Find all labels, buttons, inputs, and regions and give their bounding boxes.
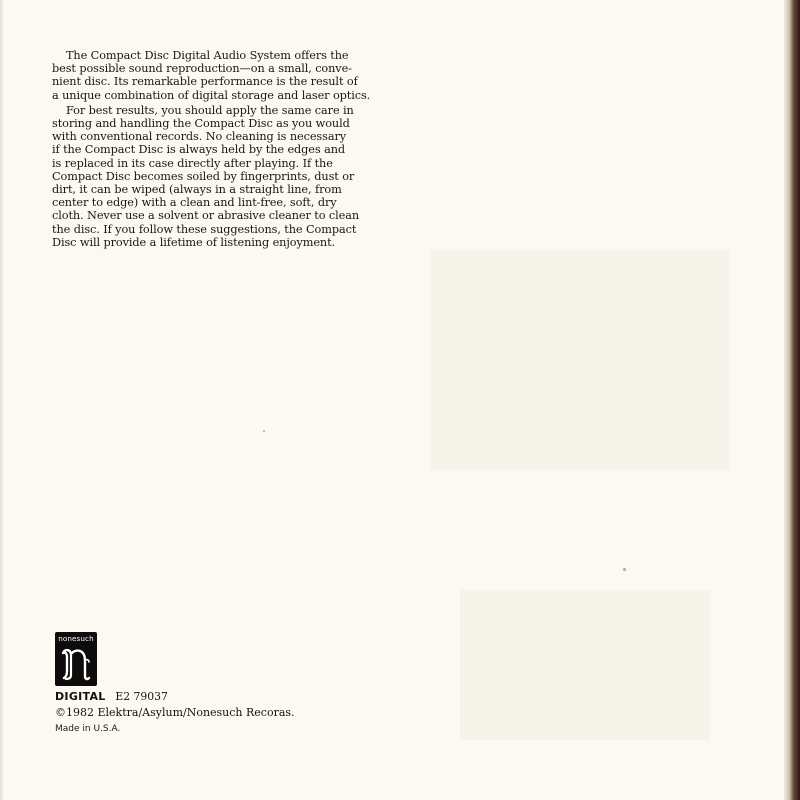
nonesuch-logo [55,632,97,686]
nonesuch-n-logo-icon [60,646,92,682]
catalog-line [55,690,168,703]
page-left-edge [0,0,4,800]
cd-care-instructions [52,49,374,249]
copyright-notice: ©1982 Elektra/Asylum/Nonesuch Recoras. [55,706,295,719]
paper-speck [623,568,626,571]
care-paragraph: For best results, you should apply the same care in storing and handling the Compact Disc as you would with conventional records. No cleaning is necessary if the Compact Disc is always held by the edges and is replaced in its case directly after playing. If the Compact Disc becomes soiled by fingerprints, dust or dirt, it can be wiped (always in a straight line, from center to edge) with a clean and lint-free, soft, dry cloth. Never use a solvent or abrasive cleaner to clean the disc. If you follow these suggestions, the Compact Disc will provide a lifetime of listening enjoyment. [52,103,360,249]
intro-paragraph: The Compact Disc Digital Audio System offers the best possible sound reproduction—on a small, conve- nient disc. Its remarkable performance is the result of a unique combination of digital storage and laser optics. [52,49,371,102]
booklet-spine-edge [784,0,800,800]
paper-speck [263,430,265,432]
catalog-number: E2 79037 [115,690,168,703]
bleed-through-area [460,590,710,740]
logo-wordmark: nonesuch [58,634,94,643]
digital-label: DIGITAL [55,690,106,703]
made-in-label: Made in U.S.A. [55,724,121,734]
bleed-through-area [430,250,730,470]
